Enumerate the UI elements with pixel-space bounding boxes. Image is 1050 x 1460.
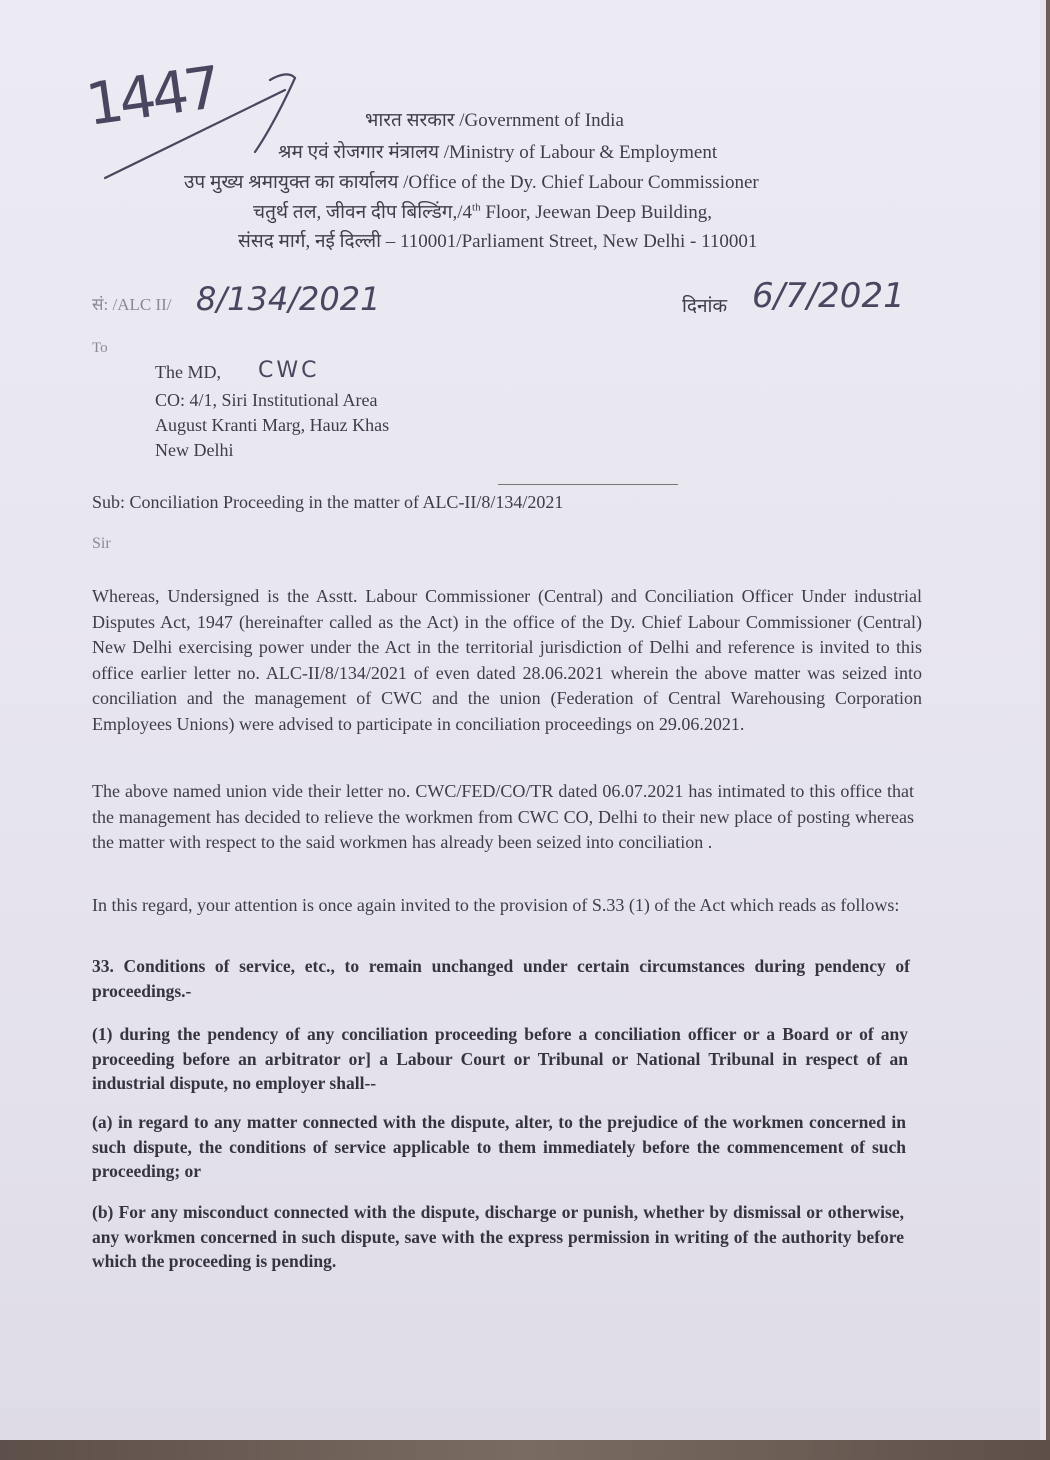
handwritten-corner-mark: 1447 [81, 53, 222, 139]
header-line-govt: भारत सरकार /Government of India [365, 110, 624, 131]
separator-line [498, 484, 678, 485]
header-line-building: चतुर्थ तल, जीवन दीप बिल्डिंग,/4th Floor, Jeewan Deep Building, [253, 201, 713, 223]
to-label: To [92, 340, 108, 356]
section-33-clause-a: (a) in regard to any matter connected with the dispute, alter, to the prejudice of the workmen concerned in such dispute, the conditions of service applicable to them immediately before the commencement of such proceeding; or [92, 1112, 906, 1181]
header-line-ministry: श्रम एवं रोजगार मंत्रालय /Ministry of Labour & Employment [278, 142, 718, 163]
subject-line: Sub: Conciliation Proceeding in the matter of ALC-II/8/134/2021 [92, 492, 564, 512]
body-paragraph-1: Whereas, Undersigned is the Asstt. Labour Commissioner (Central) and Conciliation Officer Under industrial Disputes Act, 1947 (hereinafter called as the Act) in the office of the Dy. Chief Labour Commissioner (Central) New Delhi exercising power under the Act in the territorial jurisdiction of Delhi and reference is invited to this office earlier letter no. ALC-II/8/134/2021 of even dated 28.06.2021 wherein the above matter was seized into conciliation and the management of CWC and the union (Federation of Central Warehousing Corporation Employees Unions) were advised to participate in conciliation proceedings on 29.06.2021. [92, 586, 922, 734]
body-paragraph-3: In this regard, your attention is once again invited to the provision of S.33 (1) of the Act which reads as follows: [92, 895, 900, 915]
salutation: Sir [92, 535, 111, 552]
background-surface [0, 1440, 1050, 1460]
handwritten-ref-number: 8/134/2021 [196, 280, 381, 318]
address-line-3: August Kranti Marg, Hauz Khas [155, 415, 390, 435]
date-label: दिनांक [682, 296, 728, 317]
address-line-4: New Delhi [155, 440, 234, 460]
address-line-1: The MD, [155, 362, 221, 382]
handwritten-date: 6/7/2021 [752, 276, 905, 316]
section-33-title: 33. Conditions of service, etc., to remain unchanged under certain circumstances during pendency of proceedings.- [92, 956, 910, 1001]
body-paragraph-2: The above named union vide their letter no. CWC/FED/CO/TR dated 06.07.2021 has intimated to this office that the management has decided to relieve the workmen from CWC CO, Delhi to their new place of posting whereas the matter with respect to the said workmen has already been seized into conciliation . [92, 781, 914, 852]
handwritten-addressee: CWC [258, 358, 320, 383]
section-33-clause-1: (1) during the pendency of any conciliation proceeding before a conciliation officer or a Board or of any proceeding before an arbitrator or] a Labour Court or Tribunal or National Tribunal in respect of an industrial dispute, no employer shall-- [92, 1024, 908, 1093]
header-line-office: उप मुख्य श्रमायुक्त का कार्यालय /Office of the Dy. Chief Labour Commissioner [184, 172, 759, 193]
reference-prefix: सं: /ALC II/ [92, 295, 172, 314]
section-33-clause-b: (b) For any misconduct connected with the dispute, discharge or punish, whether by dismissal or otherwise, any workmen concerned in such dispute, save with the express permission in writing of the authority before which the proceeding is pending. [92, 1202, 904, 1271]
header-line-address: संसद मार्ग, नई दिल्ली – 110001/Parliament Street, New Delhi - 110001 [238, 231, 758, 252]
address-line-2: CO: 4/1, Siri Institutional Area [155, 390, 378, 410]
